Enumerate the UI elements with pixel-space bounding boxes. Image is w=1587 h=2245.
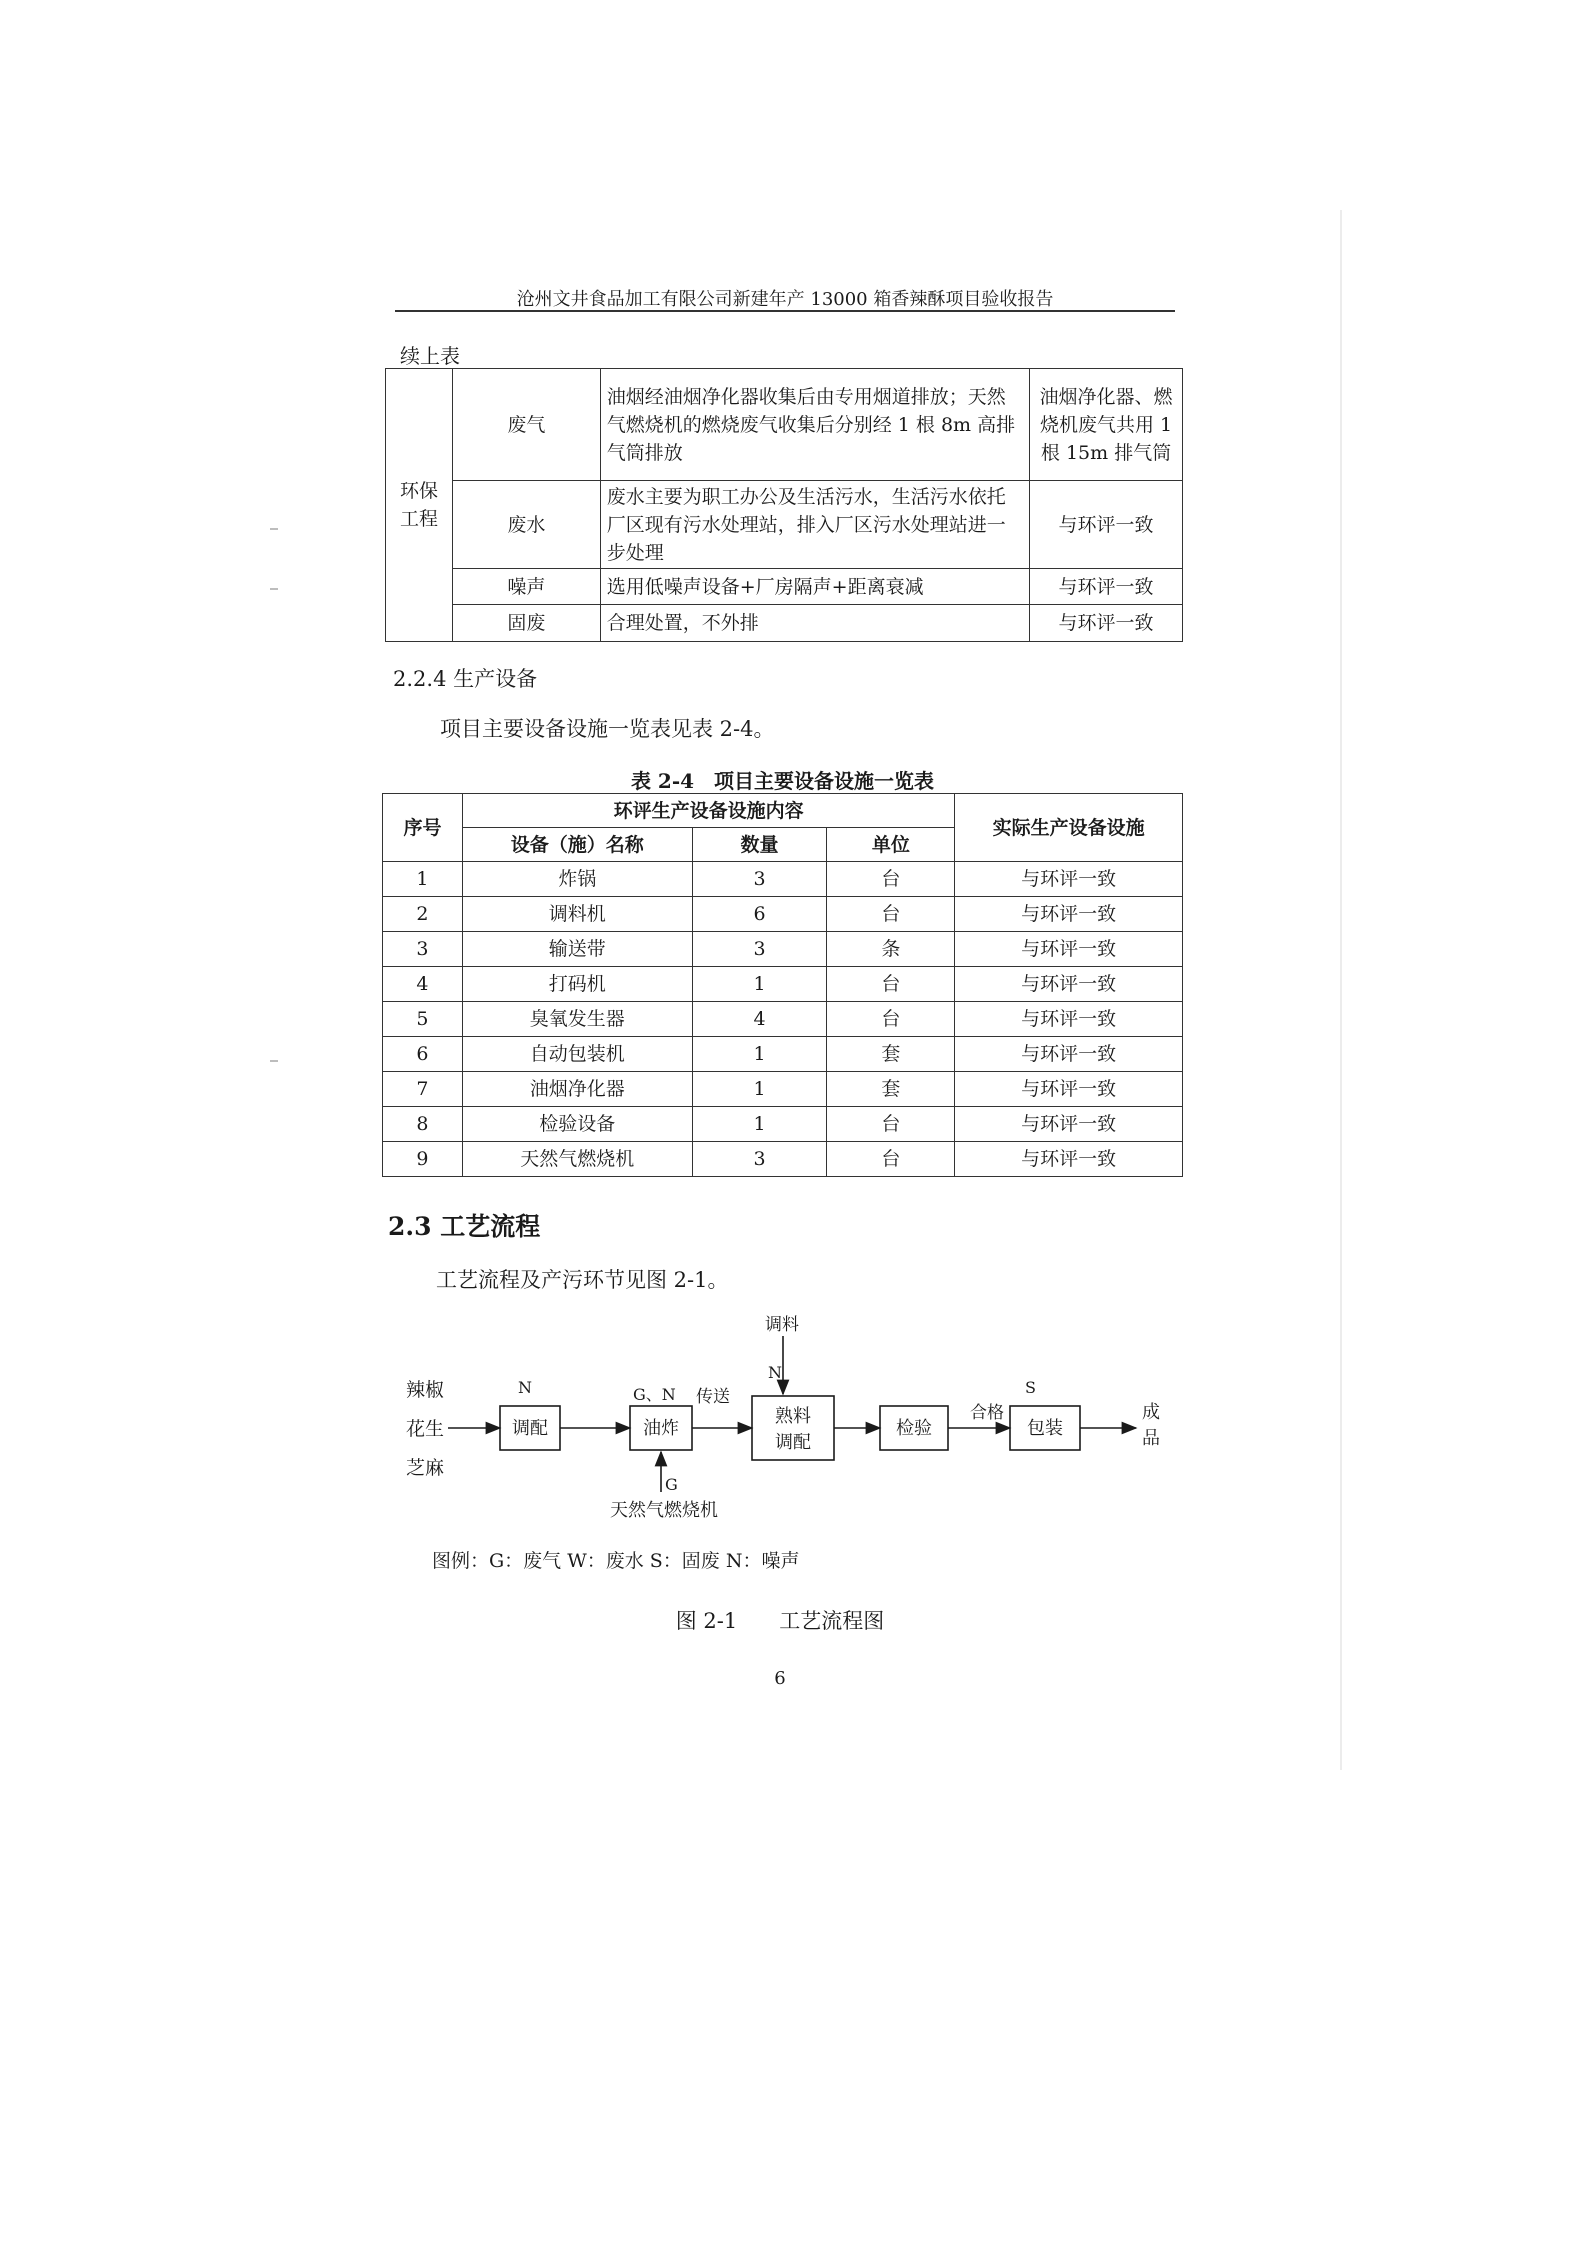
scan-speck [270, 588, 278, 590]
product-label-1: 成 [1142, 1402, 1160, 1423]
col-header-no: 序号 [383, 794, 463, 862]
cell-actual: 与环评一致 [955, 1037, 1183, 1072]
equipment-table [382, 793, 1183, 1177]
equipment-table-body [383, 862, 1183, 1177]
cell-actual: 与环评一致 [955, 1107, 1183, 1142]
group-label: 环保工程 [399, 480, 438, 530]
gas-noise-label-frying: G、N [633, 1385, 676, 1404]
cell-qty: 3 [692, 862, 827, 897]
noise-label-seasoning: N [768, 1363, 782, 1382]
table-row [383, 1037, 1183, 1072]
cell-no: 9 [383, 1142, 463, 1177]
noise-label-mixing: N [518, 1378, 532, 1397]
col-header-group: 环评生产设备设施内容 [462, 794, 954, 828]
env-protection-table [385, 368, 1183, 642]
transfer-label: 传送 [696, 1387, 730, 1407]
figure-2-1-caption: 图 2-1 工艺流程图 [675, 1609, 885, 1633]
box-inspection-label: 检验 [896, 1418, 932, 1439]
cell-qty: 1 [692, 967, 827, 1002]
cell-unit: 套 [827, 1072, 955, 1107]
solid-waste-label-packing: S [1025, 1378, 1036, 1397]
cell-no: 3 [383, 932, 463, 967]
cell-qty: 4 [692, 1002, 827, 1037]
scan-page-edge [1340, 210, 1342, 1770]
cell-name: 臭氧发生器 [462, 1002, 692, 1037]
cell-no: 5 [383, 1002, 463, 1037]
cell-name: 炸锅 [462, 862, 692, 897]
box-frying-label: 油炸 [643, 1418, 679, 1439]
cell-qty: 3 [692, 932, 827, 967]
desc-cell: 合理处置，不外排 [600, 605, 1029, 642]
scan-speck [270, 1060, 278, 1062]
col-header-name: 设备（施）名称 [462, 828, 692, 862]
box-mixing-label: 调配 [512, 1418, 548, 1439]
box-seasoning-label: 调配 [775, 1432, 811, 1453]
table-row [386, 569, 1183, 605]
table-2-4-caption: 表 2-4 项目主要设备设施一览表 [630, 769, 935, 793]
cell-no: 7 [383, 1072, 463, 1107]
type-cell: 废水 [452, 481, 600, 569]
cell-qty: 1 [692, 1037, 827, 1072]
actual-cell: 与环评一致 [1030, 605, 1183, 642]
continued-label: 续上表 [400, 344, 460, 368]
table-row [383, 862, 1183, 897]
cell-no: 1 [383, 862, 463, 897]
cell-no: 4 [383, 967, 463, 1002]
cell-unit: 台 [827, 862, 955, 897]
cell-actual: 与环评一致 [955, 1002, 1183, 1037]
cell-name: 油烟净化器 [462, 1072, 692, 1107]
group-cell [386, 369, 453, 642]
actual-cell: 油烟净化器、燃烧机废气共用 1 根 15m 排气筒 [1030, 369, 1183, 481]
cell-no: 2 [383, 897, 463, 932]
cell-qty: 1 [692, 1072, 827, 1107]
cell-name: 天然气燃烧机 [462, 1142, 692, 1177]
section-2-2-4-text: 项目主要设备设施一览表见表 2-4。 [440, 717, 775, 741]
cell-actual: 与环评一致 [955, 1142, 1183, 1177]
col-header-unit: 单位 [827, 828, 955, 862]
table-row [386, 605, 1183, 642]
cell-unit: 台 [827, 1107, 955, 1142]
product-label-2: 品 [1142, 1428, 1160, 1449]
desc-cell: 油烟经油烟净化器收集后由专用烟道排放；天然气燃烧机的燃烧废气收集后分别经 1 根 8m 高排气筒排放 [600, 369, 1029, 481]
table-row [383, 1142, 1183, 1177]
running-header: 沧州文井食品加工有限公司新建年产 13000 箱香辣酥项目验收报告 [516, 289, 1054, 310]
box-cooked-label: 熟料 [775, 1406, 811, 1427]
cell-actual: 与环评一致 [955, 1072, 1183, 1107]
table-row [383, 967, 1183, 1002]
header-rule [395, 310, 1175, 312]
input-label-peanut: 花生 [406, 1418, 445, 1440]
cell-no: 8 [383, 1107, 463, 1142]
section-2-3-heading: 2.3 工艺流程 [388, 1212, 541, 1241]
page-number: 6 [774, 1668, 786, 1689]
cell-no: 6 [383, 1037, 463, 1072]
cell-name: 输送带 [462, 932, 692, 967]
type-cell: 固废 [452, 605, 600, 642]
scan-speck [270, 528, 278, 530]
input-label-chili: 辣椒 [406, 1379, 445, 1401]
type-cell: 废气 [452, 369, 600, 481]
seasoning-input-label: 调料 [765, 1315, 799, 1335]
actual-cell: 与环评一致 [1030, 569, 1183, 605]
input-label-sesame: 芝麻 [406, 1457, 445, 1479]
cell-unit: 台 [827, 1002, 955, 1037]
cell-actual: 与环评一致 [955, 897, 1183, 932]
cell-qty: 3 [692, 1142, 827, 1177]
cell-unit: 台 [827, 897, 955, 932]
table-row [383, 1107, 1183, 1142]
table-row [383, 1072, 1183, 1107]
box-packing-label: 包装 [1027, 1418, 1063, 1439]
cell-qty: 6 [692, 897, 827, 932]
cell-actual: 与环评一致 [955, 967, 1183, 1002]
pass-label: 合格 [970, 1403, 1004, 1423]
table-row [386, 481, 1183, 569]
table-row [383, 897, 1183, 932]
cell-name: 自动包装机 [462, 1037, 692, 1072]
cell-name: 打码机 [462, 967, 692, 1002]
cell-name: 检验设备 [462, 1107, 692, 1142]
table-header-row [383, 794, 1183, 828]
table-row [383, 932, 1183, 967]
cell-actual: 与环评一致 [955, 932, 1183, 967]
gas-label-burner: G [665, 1475, 678, 1494]
type-cell: 噪声 [452, 569, 600, 605]
cell-qty: 1 [692, 1107, 827, 1142]
cell-unit: 套 [827, 1037, 955, 1072]
desc-cell: 选用低噪声设备+厂房隔声+距离衰减 [600, 569, 1029, 605]
cell-actual: 与环评一致 [955, 862, 1183, 897]
cell-unit: 条 [827, 932, 955, 967]
actual-cell: 与环评一致 [1030, 481, 1183, 569]
cell-unit: 台 [827, 967, 955, 1002]
table-row [386, 369, 1183, 481]
cell-name: 调料机 [462, 897, 692, 932]
cell-unit: 台 [827, 1142, 955, 1177]
col-header-qty: 数量 [692, 828, 827, 862]
section-2-3-text: 工艺流程及产污环节见图 2-1。 [436, 1268, 729, 1292]
diagram-legend: 图例：G：废气 W：废水 S：固废 N：噪声 [432, 1550, 800, 1572]
table-row [383, 1002, 1183, 1037]
burner-label: 天然气燃烧机 [610, 1500, 718, 1521]
col-header-actual: 实际生产设备设施 [955, 794, 1183, 862]
desc-cell: 废水主要为职工办公及生活污水，生活污水依托厂区现有污水处理站，排入厂区污水处理站进一步处理 [600, 481, 1029, 569]
section-2-2-4-heading: 2.2.4 生产设备 [393, 667, 538, 691]
